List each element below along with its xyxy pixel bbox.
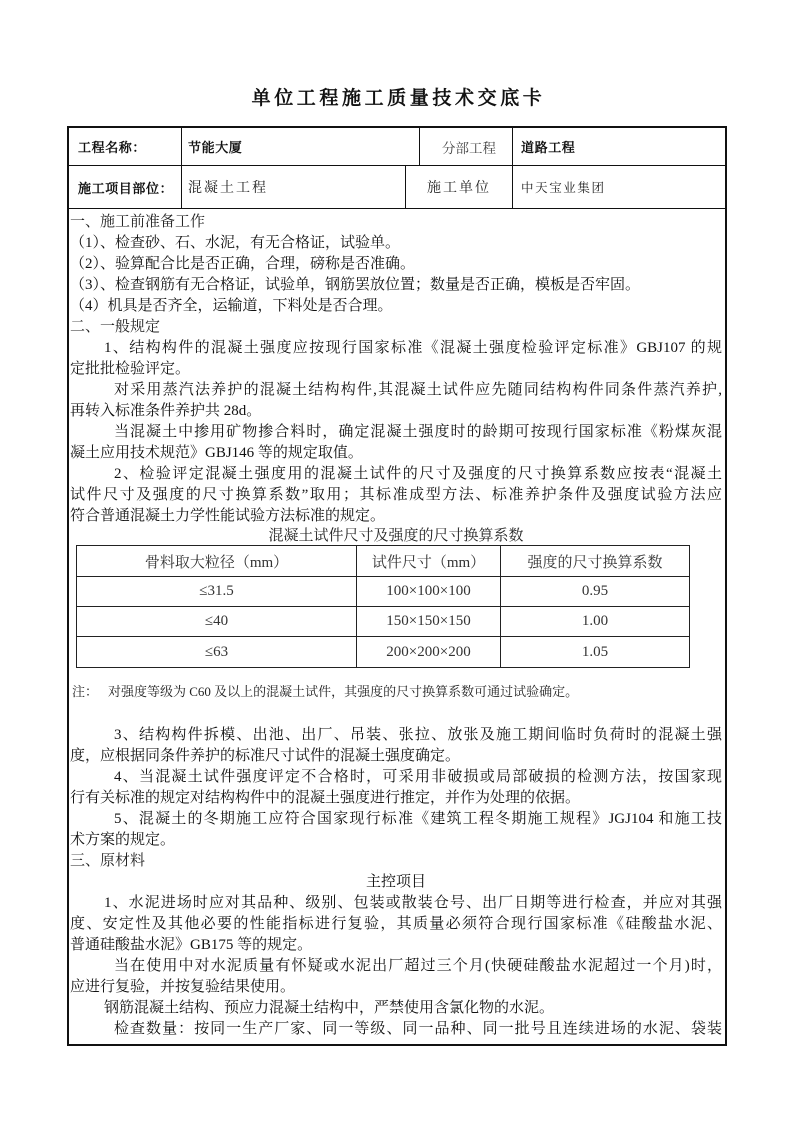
table-row xyxy=(77,607,690,637)
table-cell: ≤63 xyxy=(77,637,357,668)
paragraph-line: 再转入标准条件养护共 28d。 xyxy=(70,402,262,419)
note-text: 对强度等级为 C60 及以上的混凝土试件，其强度的尺寸换算系数可通过试验确定。 xyxy=(108,684,579,699)
paragraph-line: 符合普通混凝土力学性能试验方法标准的规定。 xyxy=(70,507,386,524)
disclosure-body xyxy=(69,209,725,1040)
paragraph-line: 普通硅酸盐水泥》GB175 等的规定。 xyxy=(70,936,313,953)
table-cell: 1.00 xyxy=(501,607,690,637)
conversion-table xyxy=(76,545,690,668)
paragraph-line: 1、水泥进场时应对其品种、级别、包装或散装仓号、出厂日期等进行检查，并应对其强 xyxy=(104,894,722,911)
paragraph xyxy=(70,893,722,956)
document-title: 单位工程施工质量技术交底卡 xyxy=(251,88,546,109)
table-cell: 0.95 xyxy=(501,577,690,607)
paragraph-line: 检查数量：按同一生产厂家、同一等级、同一品种、同一批号且连续进场的水泥、袋装 xyxy=(114,1020,722,1037)
section-heading: 一、施工前准备工作 xyxy=(70,213,206,230)
part-label: 施工项目部位： xyxy=(69,166,182,208)
paragraph xyxy=(70,998,722,1019)
paragraph xyxy=(70,422,722,464)
paragraph xyxy=(70,809,722,851)
paragraph-line: 1、结构构件的混凝土强度应按现行国家标准《混凝土强度检验评定标准》GBJ107 的规 xyxy=(104,339,722,356)
column-header: 试件尺寸（mm） xyxy=(357,546,501,577)
paragraph-line: 术方案的规定。 xyxy=(70,831,176,848)
paragraph-line: 钢筋混凝土结构、预应力混凝土结构中，严禁使用含氯化物的水泥。 xyxy=(104,999,555,1016)
spacer xyxy=(70,704,722,725)
column-header: 强度的尺寸换算系数 xyxy=(501,546,690,577)
paragraph-line: 凝土应用技术规范》GBJ146 等的规定取值。 xyxy=(70,444,363,461)
table-cell: 150×150×150 xyxy=(357,607,501,637)
section-heading: 二、一般规定 xyxy=(70,318,161,335)
paragraph xyxy=(70,338,722,380)
paragraph-line: 当在使用中对水泥质量有怀疑或水泥出厂超过三个月(快硬硅酸盐水泥超过一个月)时， xyxy=(114,957,722,974)
list-item: （4）机具是否齐全，运输道，下料处是否合理。 xyxy=(70,297,393,314)
part-value: 混凝土工程 xyxy=(182,166,406,208)
contractor-value: 中天宝业集团 xyxy=(521,181,606,195)
paragraph-line: 应进行复验，并按复验结果使用。 xyxy=(70,978,296,995)
project-name-label: 工程名称： xyxy=(69,128,182,165)
paragraph xyxy=(70,767,722,809)
table-header-row xyxy=(77,546,690,577)
paragraph-line: 5、混凝土的冬期施工应符合国家现行标准《建筑工程冬期施工规程》JGJ104 和施工技 xyxy=(114,810,722,827)
paragraph xyxy=(70,380,722,422)
note-label: 注： xyxy=(72,684,99,699)
table-cell: 100×100×100 xyxy=(357,577,501,607)
list-item: （2）、验算配合比是否正确，合理，磅称是否准确。 xyxy=(70,255,416,272)
table-row xyxy=(77,637,690,668)
paragraph xyxy=(70,725,722,767)
header-row-project xyxy=(69,128,725,166)
table-row xyxy=(77,577,690,607)
project-name-value: 节能大厦 xyxy=(182,128,420,165)
list-item: （1）、检查砂、石、水泥，有无合格证，试验单。 xyxy=(70,234,401,251)
table-note xyxy=(70,680,722,704)
subsection-heading: 主控项目 xyxy=(365,873,426,890)
division-label: 分部工程 xyxy=(420,128,513,165)
paragraph-line: 2、检验评定混凝土强度用的混凝土试件的尺寸及强度的尺寸换算系数应按表“混凝土 xyxy=(114,465,722,482)
paragraph-line: 行有关标准的规定对结构构件中的混凝土强度进行推定，并作为处理的依据。 xyxy=(70,789,581,806)
list-item: （3）、检查钢筋有无合格证，试验单，钢筋罢放位置；数量是否正确，模板是否牢固。 xyxy=(70,276,641,293)
table-caption: 混凝土试件尺寸及强度的尺寸换算系数 xyxy=(268,527,524,544)
paragraph-line: 对采用蒸汽法养护的混凝土结构构件,其混凝土试件应先随同结构构件同条件蒸汽养护, xyxy=(114,381,722,398)
header-row-part xyxy=(69,166,725,209)
division-value: 道路工程 xyxy=(521,140,576,155)
paragraph-line: 4、当混凝土试件强度评定不合格时，可采用非破损或局部破损的检测方法，按国家现 xyxy=(114,768,722,785)
paragraph-line: 度，应根据同条件养护的标准尺寸试件的混凝土强度确定。 xyxy=(70,747,461,764)
table-cell: 200×200×200 xyxy=(357,637,501,668)
table-cell: 1.05 xyxy=(501,637,690,668)
paragraph-line: 当混凝土中掺用矿物掺合料时，确定混凝土强度时的龄期可按现行国家标准《粉煤灰混 xyxy=(114,423,722,440)
paragraph-line: 定批批检验评定。 xyxy=(70,360,191,377)
table-cell: ≤31.5 xyxy=(77,577,357,607)
paragraph xyxy=(70,1019,722,1040)
table-cell: ≤40 xyxy=(77,607,357,637)
column-header: 骨料取大粒径（mm） xyxy=(77,546,357,577)
paragraph xyxy=(70,464,722,527)
paragraph xyxy=(70,956,722,998)
paragraph-line: 3、结构构件拆模、出池、出厂、吊装、张拉、放张及施工期间临时负荷时的混凝土强 xyxy=(114,726,722,743)
section-heading: 三、原材料 xyxy=(70,852,146,869)
contractor-label: 施工单位 xyxy=(406,166,513,208)
disclosure-card-frame xyxy=(67,126,727,1046)
paragraph-line: 度、安定性及其他必要的性能指标进行复验，其质量必须符合现行国家标准《硅酸盐水泥、 xyxy=(70,915,722,932)
paragraph-line: 试件尺寸及强度的尺寸换算系数”取用；其标准成型方法、标准养护条件及强度试验方法应 xyxy=(70,486,722,503)
